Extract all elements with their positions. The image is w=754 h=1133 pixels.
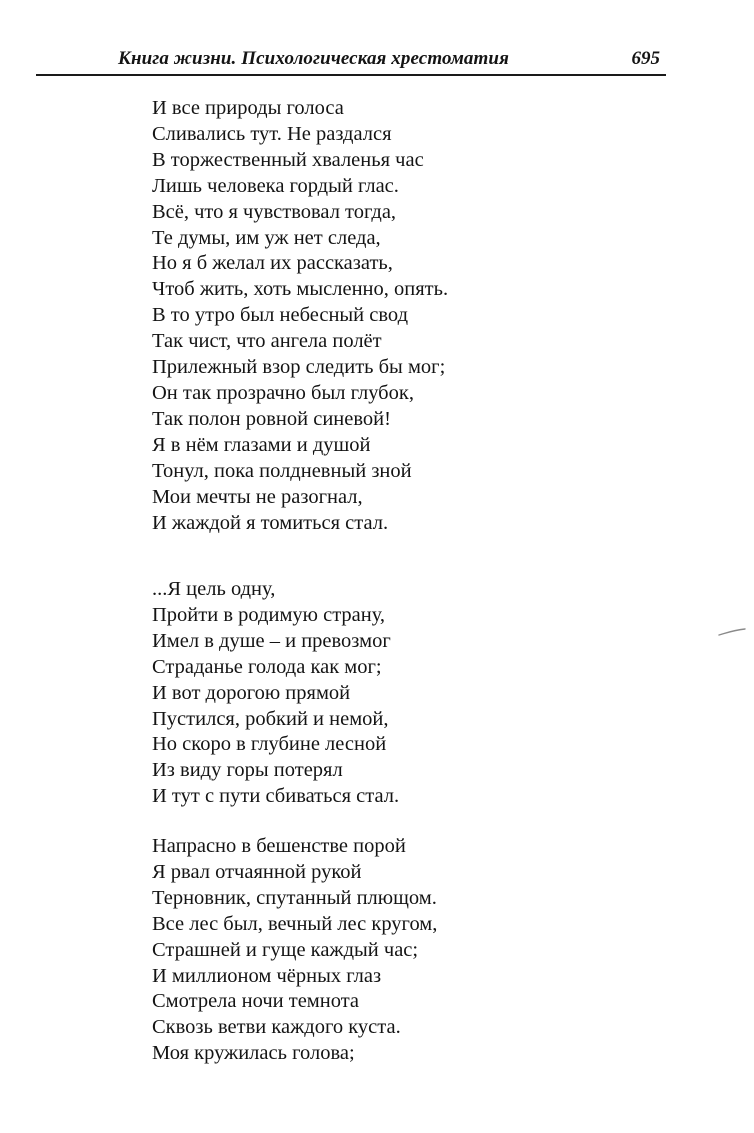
stanza-2 <box>152 577 399 810</box>
verse-line: Так полон ровной синевой! <box>152 407 391 430</box>
verse-line: Я в нём глазами и душой <box>152 433 371 456</box>
verse-line: Мои мечты не разогнал, <box>152 485 363 508</box>
stanza-3 <box>152 834 437 1067</box>
header-rule <box>36 74 666 76</box>
verse-line: Так чист, что ангела полёт <box>152 330 382 353</box>
verse-line: Моя кружилась голова; <box>152 1042 355 1065</box>
verse-line: ...Я цель одну, <box>152 578 276 600</box>
verse-line: Лишь человека гордый глас. <box>152 174 399 197</box>
verse-line: Напрасно в бешенстве порой <box>152 835 406 857</box>
verse-line: Те думы, им уж нет следа, <box>152 226 381 249</box>
verse-line: Прилежный взор следить бы мог; <box>152 356 446 379</box>
verse-line: В то утро был небесный свод <box>152 304 409 327</box>
verse-line: Сквозь ветви каждого куста. <box>152 1016 401 1039</box>
verse-line: Он так прозрачно был глубок, <box>152 381 414 404</box>
verse-line: И все природы голоса <box>152 97 344 119</box>
page-number: 695 <box>631 48 660 69</box>
verse-line: Но я б желал их рассказать, <box>152 252 393 275</box>
verse-line: И вот дорогою прямой <box>152 681 351 704</box>
verse-line: В торжественный хваленья час <box>152 148 424 171</box>
verse-line: Имел в душе – и превозмог <box>152 629 391 652</box>
verse-line: Чтоб жить, хоть мысленно, опять. <box>152 278 449 301</box>
running-head <box>36 44 664 74</box>
verse-line: Терновник, спутанный плющом. <box>152 886 437 909</box>
verse-line: Страшней и гуще каждый час; <box>152 938 419 961</box>
verse-line: Страданье голода как мог; <box>152 655 382 678</box>
verse-line: Из виду горы потерял <box>152 759 343 782</box>
running-title: Книга жизни. Психологическая хрестоматия <box>118 48 509 69</box>
verse-line: Но скоро в глубине лесной <box>152 733 387 756</box>
verse-line: Сливались тут. Не раздался <box>152 122 392 145</box>
verse-line: Всё, что я чувствовал тогда, <box>152 200 397 223</box>
verse-line: Пустился, робкий и немой, <box>152 707 389 730</box>
verse-line: И жаждой я томиться стал. <box>152 511 389 534</box>
verse-line: Я рвал отчаянной рукой <box>152 860 362 883</box>
stanza-1 <box>152 96 448 536</box>
verse-line: Пройти в родимую страну, <box>152 603 386 626</box>
verse-line: И миллионом чёрных глаз <box>152 964 382 987</box>
verse-line: И тут с пути сбиваться стал. <box>152 785 400 808</box>
margin-pencil-mark <box>718 628 746 636</box>
verse-line: Все лес был, вечный лес кругом, <box>152 912 438 935</box>
verse-line: Тонул, пока полдневный зной <box>152 459 412 482</box>
verse-line: Смотрела ночи темнота <box>152 990 360 1013</box>
